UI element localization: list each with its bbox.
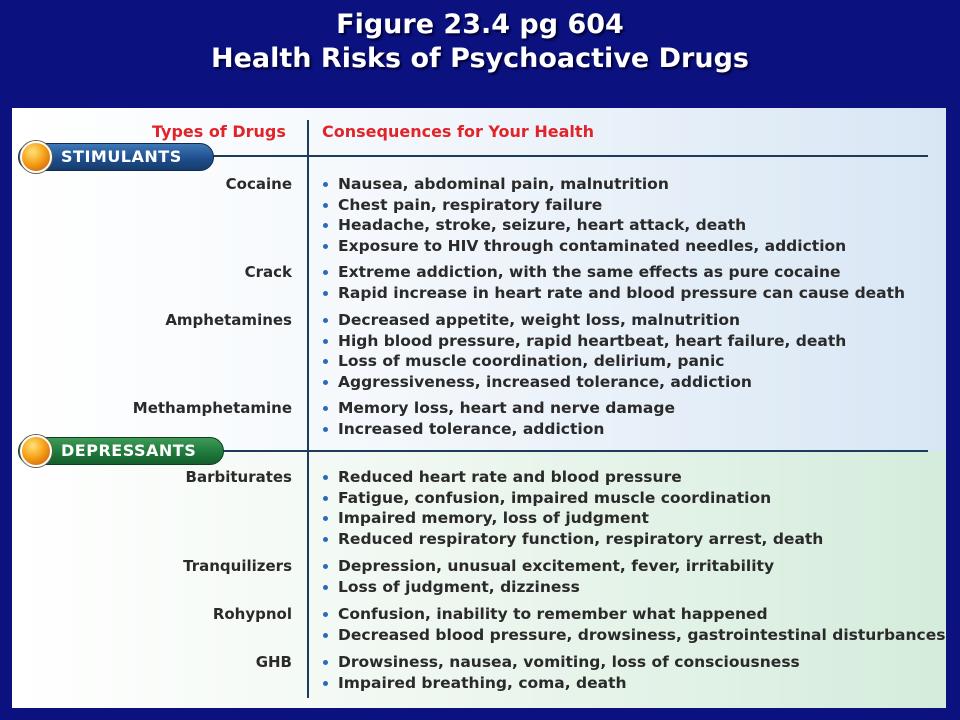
list-item: Aggressiveness, increased tolerance, addiction [320,372,846,393]
drug-name-rohypnol: Rohypnol [212,605,292,623]
list-item: Extreme addiction, with the same effects as pure cocaine [320,262,905,283]
list-item: Drowsiness, nausea, vomiting, loss of consciousness [320,652,800,673]
bullet-icon [323,660,328,665]
list-item: Reduced heart rate and blood pressure [320,467,823,488]
list-item: Headache, stroke, seizure, heart attack, death [320,215,846,236]
slide-title [0,8,960,76]
list-item: Rapid increase in heart rate and blood pressure can cause death [320,283,905,304]
list-item: Nausea, abdominal pain, malnutrition [320,174,846,195]
bullet-icon [323,612,328,617]
bullet-icon [323,496,328,501]
title-line-2: Health Risks of Psychoactive Drugs [211,43,749,74]
effects-list-crack [320,262,905,303]
effects-list-tranquilizers [320,556,774,597]
effects-list-rohypnol [320,604,945,645]
column-header-types: Types of Drugs [152,122,286,141]
drug-name-barbiturates: Barbiturates [185,468,292,486]
drug-name-ghb: GHB [255,653,292,671]
effects-list-cocaine [320,174,846,256]
drug-name-crack: Crack [244,263,292,281]
column-header-consequences: Consequences for Your Health [322,122,594,141]
bullet-icon [323,223,328,228]
drug-name-amphetamines: Amphetamines [165,311,292,329]
list-item: High blood pressure, rapid heartbeat, heart failure, death [320,331,846,352]
drug-name-tranquilizers: Tranquilizers [183,557,292,575]
bullet-icon [323,380,328,385]
list-item: Decreased appetite, weight loss, malnutrition [320,310,846,331]
effects-list-barbiturates [320,467,823,549]
list-item: Fatigue, confusion, impaired muscle coordination [320,488,823,509]
bullet-icon [323,244,328,249]
bullet-icon [323,516,328,521]
category-label-text: STIMULANTS [61,147,182,166]
bullet-icon [323,318,328,323]
category-label-text: DEPRESSANTS [61,441,197,460]
list-item: Impaired breathing, coma, death [320,673,800,694]
drug-name-cocaine: Cocaine [225,175,292,193]
bullet-icon [323,585,328,590]
list-item: Decreased blood pressure, drowsiness, gastrointestinal disturbances [320,625,945,646]
list-item: Loss of muscle coordination, delirium, panic [320,351,846,372]
bullet-icon [323,270,328,275]
bullet-icon [323,291,328,296]
list-item: Impaired memory, loss of judgment [320,508,823,529]
effects-list-ghb [320,652,800,693]
effects-list-amphetamines [320,310,846,392]
list-item: Increased tolerance, addiction [320,419,675,440]
list-item: Chest pain, respiratory failure [320,195,846,216]
depressants-category-label [18,437,224,465]
title-line-1: Figure 23.4 pg 604 [336,9,624,40]
effects-list-methamphetamine [320,398,675,439]
list-item: Memory loss, heart and nerve damage [320,398,675,419]
bullet-icon [323,564,328,569]
list-item: Loss of judgment, dizziness [320,577,774,598]
list-item: Reduced respiratory function, respiratory arrest, death [320,529,823,550]
list-item: Confusion, inability to remember what happened [320,604,945,625]
depressants-rule [222,450,928,452]
list-item: Depression, unusual excitement, fever, irritability [320,556,774,577]
bullet-icon [323,537,328,542]
orange-orb-icon [20,141,52,173]
bullet-icon [323,475,328,480]
stimulants-category-label [18,143,214,171]
bullet-icon [323,339,328,344]
bullet-icon [323,203,328,208]
column-divider [307,120,309,698]
bullet-icon [323,427,328,432]
list-item: Exposure to HIV through contaminated needles, addiction [320,236,846,257]
bullet-icon [323,406,328,411]
bullet-icon [323,633,328,638]
drug-risk-table [12,108,946,708]
bullet-icon [323,681,328,686]
drug-name-methamphetamine: Methamphetamine [132,399,292,417]
stimulants-rule [212,155,928,157]
orange-orb-icon [20,435,52,467]
bullet-icon [323,359,328,364]
bullet-icon [323,182,328,187]
